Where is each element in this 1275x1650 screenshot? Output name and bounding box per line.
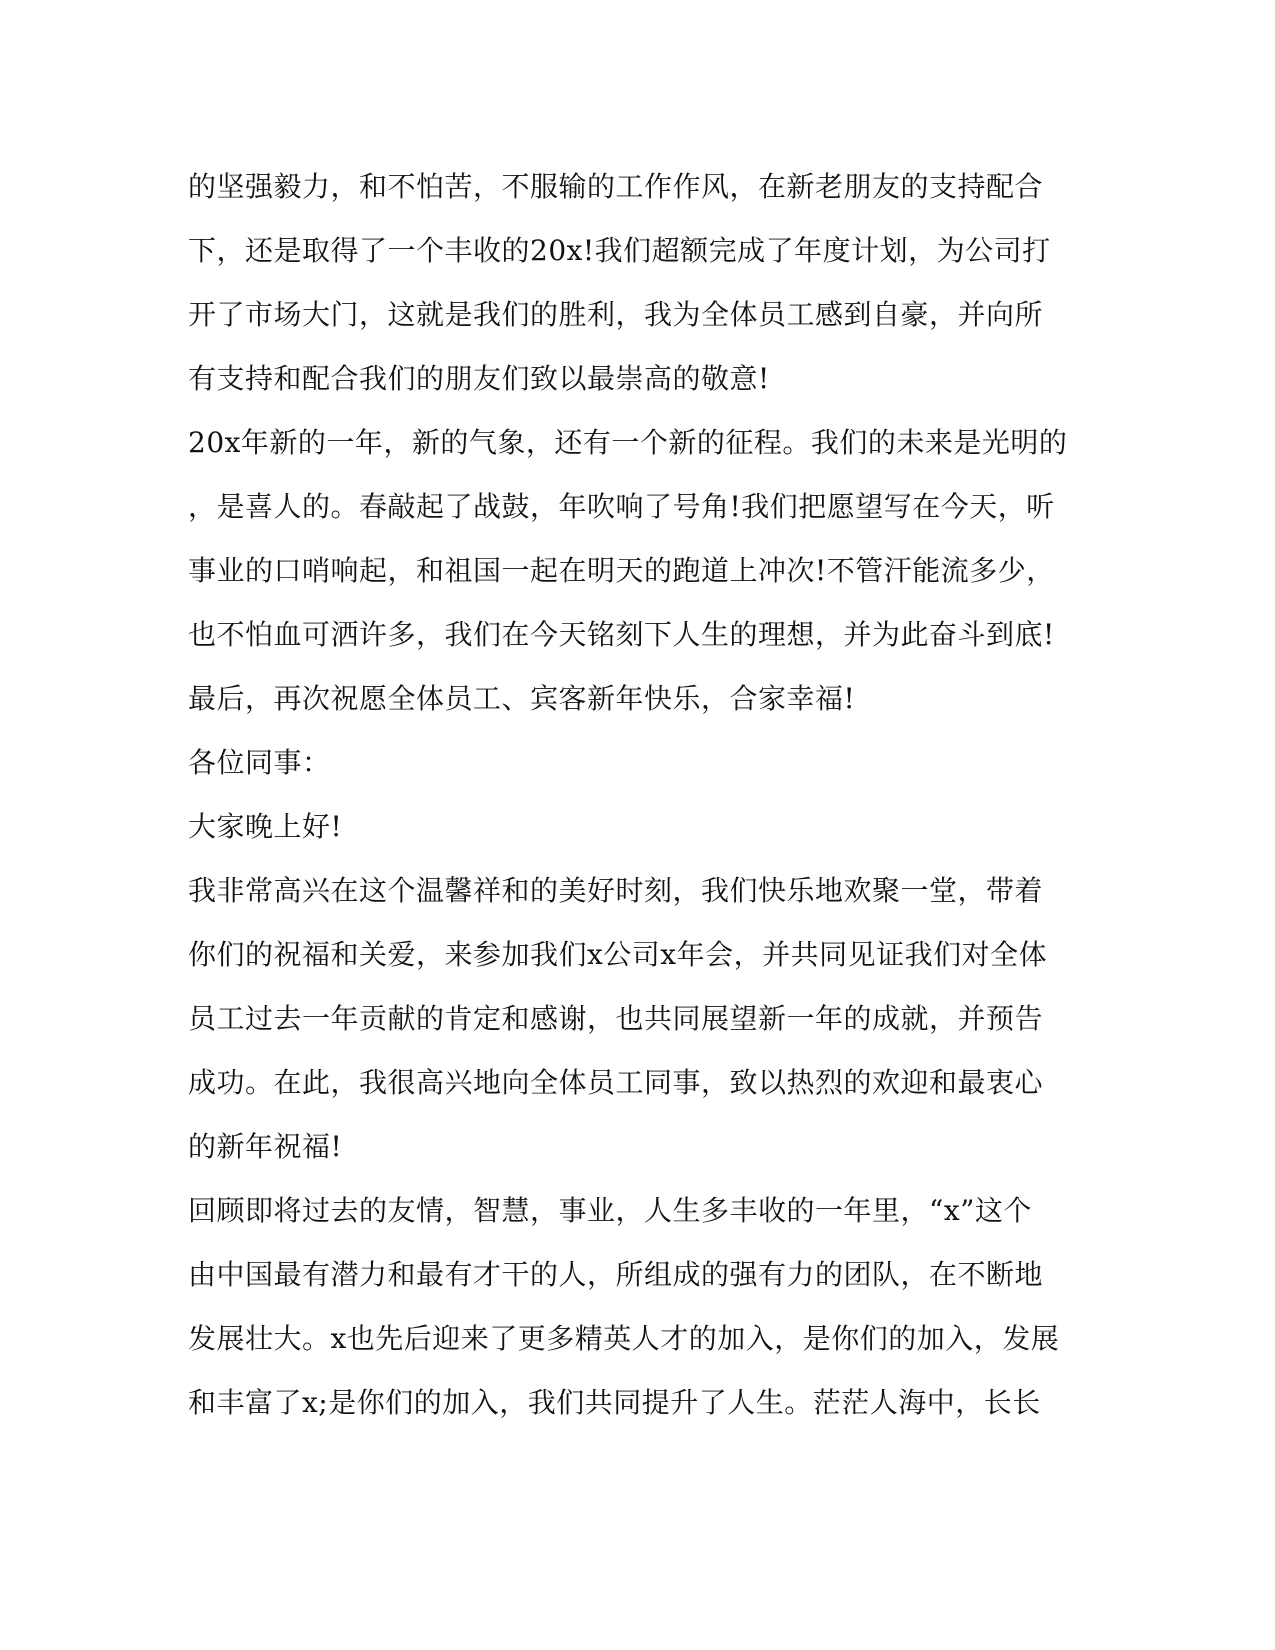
- text-line: 下，还是取得了一个丰收的20x!我们超额完成了年度计划，为公司打: [188, 234, 1051, 267]
- text-line: 20x年新的一年，新的气象，还有一个新的征程。我们的未来是光明的: [188, 426, 1068, 459]
- text-line: 我非常高兴在这个温馨祥和的美好时刻，我们快乐地欢聚一堂，带着: [188, 874, 1044, 907]
- text-line: 你们的祝福和关爱，来参加我们x公司x年会，并共同见证我们对全体: [188, 938, 1048, 971]
- greeting: 大家晚上好!: [188, 810, 343, 843]
- text-line: 的坚强毅力，和不怕苦，不服输的工作作风，在新老朋友的支持配合: [188, 170, 1044, 203]
- text-line: 发展壮大。x也先后迎来了更多精英人才的加入，是你们的加入，发展: [188, 1322, 1060, 1355]
- text-line: ，是喜人的。春敲起了战鼓，年吹响了号角!我们把愿望写在今天，听: [188, 490, 1055, 523]
- text-line: 有支持和配合我们的朋友们致以最崇高的敬意!: [188, 362, 770, 395]
- text-line: 的新年祝福!: [188, 1130, 343, 1163]
- text-line: 最后，再次祝愿全体员工、宾客新年快乐，合家幸福!: [188, 682, 856, 715]
- text-line: 成功。在此，我很高兴地向全体员工同事，致以热烈的欢迎和最衷心: [188, 1066, 1044, 1099]
- text-line: 和丰富了x;是你们的加入，我们共同提升了人生。茫茫人海中，长长: [188, 1386, 1041, 1419]
- document-body: [188, 155, 1088, 1435]
- text-line: 开了市场大门，这就是我们的胜利，我为全体员工感到自豪，并向所: [188, 298, 1044, 331]
- text-line: 也不怕血可洒许多，我们在今天铭刻下人生的理想，并为此奋斗到底!: [188, 618, 1055, 651]
- salutation: 各位同事：: [188, 746, 331, 779]
- text-line: 由中国最有潜力和最有才干的人，所组成的强有力的团队，在不断地: [188, 1258, 1044, 1291]
- text-line: 员工过去一年贡献的肯定和感谢，也共同展望新一年的成就，并预告: [188, 1002, 1044, 1035]
- text-line: 事业的口哨响起，和祖国一起在明天的跑道上冲次!不管汗能流多少，: [188, 554, 1055, 587]
- text-line: 回顾即将过去的友情，智慧，事业，人生多丰收的一年里，“x”这个: [188, 1194, 1032, 1227]
